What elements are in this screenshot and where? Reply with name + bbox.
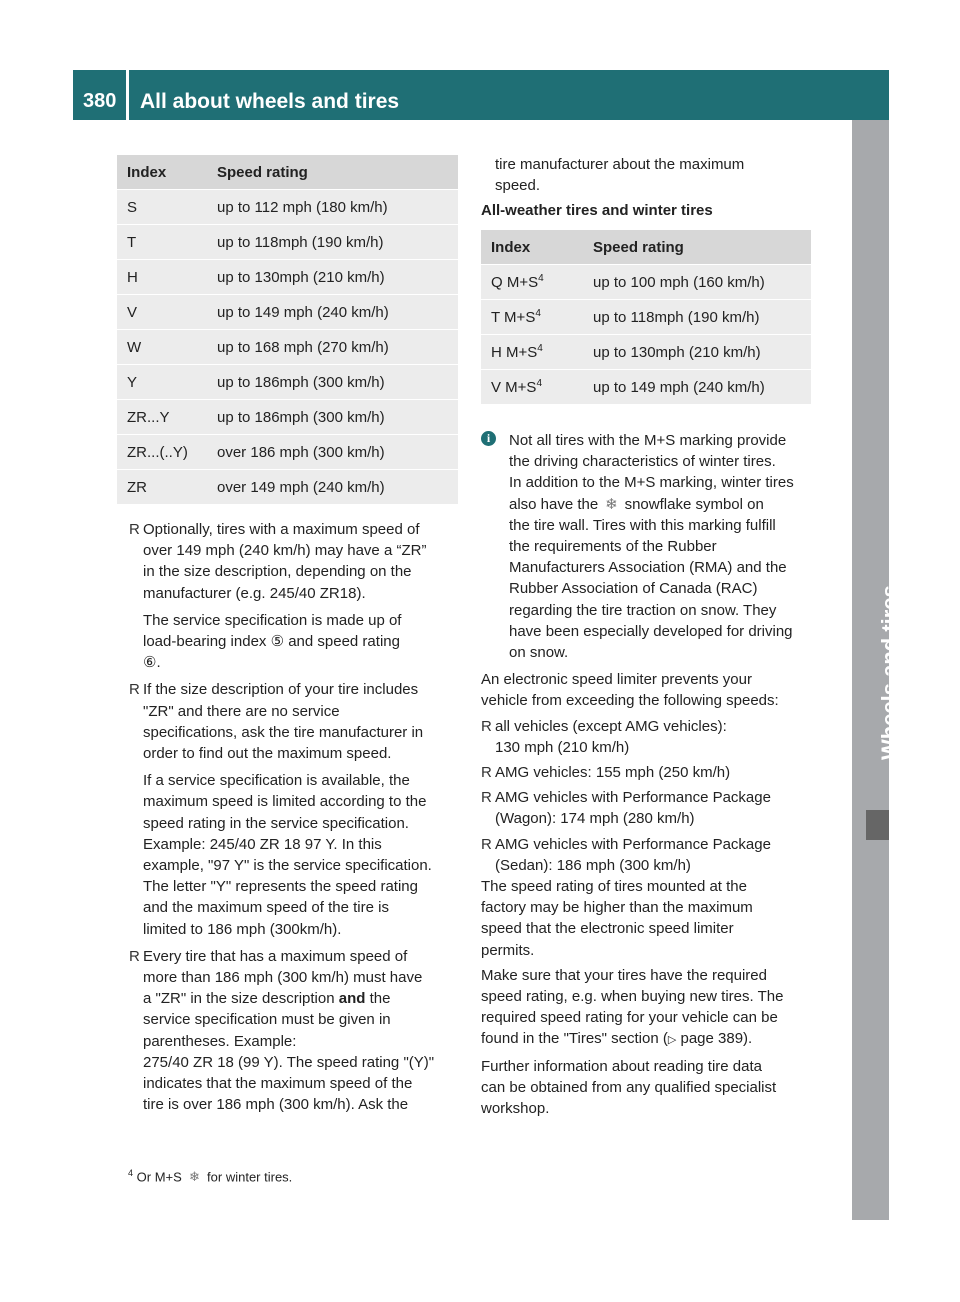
snowflake-mountain-icon: ❄	[188, 1169, 200, 1185]
text-line: maximum speed is limited according to the	[143, 793, 427, 811]
text-line: The letter "Y" represents the speed rating	[143, 878, 418, 896]
text-line: the requirements of the Rubber	[509, 538, 717, 556]
text-line: service specification must be given in	[143, 1011, 391, 1029]
text-line: in the size description, depending on the	[143, 563, 412, 581]
text-line: required speed rating for your vehicle can be	[481, 1009, 778, 1027]
text-line: (Sedan): 186 mph (300 km/h)	[495, 856, 691, 874]
bullet-item	[129, 519, 469, 673]
text-line: In addition to the M+S marking, winter tires	[509, 474, 794, 492]
section-heading: All-weather tires and winter tires	[481, 202, 713, 220]
footnote	[128, 1168, 292, 1185]
right-column-lower	[481, 430, 821, 1119]
index-cell: V	[117, 295, 207, 330]
text-line: Example: 245/40 ZR 18 97 Y. In this	[143, 835, 382, 853]
text-line: specifications, ask the tire manufacturer in	[143, 723, 424, 741]
rating-cell: up to 149 mph (240 km/h)	[207, 295, 458, 330]
text-line: order to find out the maximum speed.	[143, 745, 392, 763]
bullet-item	[481, 762, 821, 783]
text-line: The speed rating of tires mounted at the	[481, 878, 747, 896]
page-reference-icon[interactable]: ▷	[667, 1034, 677, 1047]
index-cell: T	[117, 225, 207, 260]
column-header: Speed rating	[583, 230, 811, 265]
snowflake-mountain-icon: ❄	[605, 495, 618, 513]
text-line: speed.	[495, 177, 541, 195]
bullet-icon: R	[481, 717, 492, 735]
index-cell: Q $M+S^4$	[481, 265, 583, 300]
column-header: Index	[117, 155, 207, 190]
text-line: factory may be higher than the maximum	[481, 899, 753, 917]
table-row	[117, 190, 458, 225]
table-row	[117, 470, 458, 505]
table-row	[117, 435, 458, 470]
text-span: snowflake symbol on	[624, 495, 764, 513]
index-cell: S	[117, 190, 207, 225]
text-line: Optionally, tires with a maximum speed of	[143, 521, 420, 538]
bold-text: and	[338, 990, 366, 1008]
text-line: workshop.	[481, 1100, 550, 1118]
text-line: Manufacturers Association (RMA) and the	[509, 559, 787, 577]
info-icon: i	[481, 431, 496, 446]
left-column-text	[129, 519, 469, 1115]
index-cell: H	[117, 260, 207, 295]
text-line: ⑥.	[143, 654, 161, 672]
text-line: indicates that the maximum speed of the	[143, 1075, 413, 1093]
text-line	[143, 988, 469, 1009]
text-span: a "ZR" in the size description	[143, 990, 339, 1008]
right-column-top	[481, 154, 821, 222]
bullet-icon: R	[481, 789, 492, 807]
rating-cell: up to 168 mph (270 km/h)	[207, 330, 458, 365]
text-line	[481, 1028, 821, 1051]
text-line: (Wagon): 174 mph (280 km/h)	[495, 810, 695, 828]
bullet-item	[481, 787, 821, 829]
rating-cell: over 149 mph (240 km/h)	[207, 470, 458, 505]
rating-cell: up to 130mph (210 km/h)	[207, 260, 458, 295]
page-reference-link[interactable]: page 389).	[676, 1030, 753, 1048]
page-title: All about wheels and tires	[140, 90, 400, 113]
text-line: "ZR" and there are no service	[143, 702, 340, 720]
text-line: over 149 mph (240 km/h) may have a “ZR”	[143, 542, 427, 560]
text-line: AMG vehicles with Performance Package	[495, 835, 771, 853]
table-row	[481, 265, 811, 300]
side-tab-label: Wheels and tires	[877, 585, 902, 760]
bullet-icon: R	[481, 764, 492, 782]
rating-cell: up to 112 mph (180 km/h)	[207, 190, 458, 225]
text-line: AMG vehicles: 155 mph (250 km/h)	[495, 764, 731, 782]
footnote-text: for winter tires.	[207, 1169, 293, 1185]
text-line	[509, 494, 821, 515]
text-line: If the size description of your tire includes	[143, 681, 419, 699]
text-span: found in the "Tires" section (	[481, 1030, 668, 1048]
table-row	[117, 400, 458, 435]
text-line: vehicle from exceeding the following speeds:	[481, 692, 779, 710]
index-cell: W	[117, 330, 207, 365]
footnote-text: Or M+S	[136, 1169, 182, 1185]
text-line: speed rating in the service specification.	[143, 814, 409, 832]
text-line: all vehicles (except AMG vehicles):	[495, 717, 727, 735]
text-line: If a service specification is available, the	[143, 772, 410, 790]
bullet-item	[129, 679, 469, 939]
text-line: tire is over 186 mph (300 km/h). Ask the	[143, 1096, 409, 1114]
rating-cell: up to 100 mph (160 km/h)	[583, 265, 811, 300]
text-line: load-bearing index ⑤ and speed rating	[143, 633, 400, 651]
text-line: have been especially developed for driving	[509, 622, 793, 640]
rating-cell: over 186 mph (300 km/h)	[207, 435, 458, 470]
text-line: the tire wall. Tires with this marking fulfill	[509, 516, 776, 534]
header-divider	[126, 70, 129, 120]
bullet-item	[129, 946, 469, 1116]
text-line: 275/40 ZR 18 (99 Y). The speed rating "(Y)"	[143, 1053, 435, 1071]
text-line: regarding the tire traction on snow. They	[509, 601, 777, 619]
bullet-item	[481, 834, 821, 876]
table-row	[117, 365, 458, 400]
column-header: Index	[481, 230, 583, 265]
rating-cell: up to 186mph (300 km/h)	[207, 400, 458, 435]
text-span: the	[365, 990, 391, 1008]
text-line: Rubber Association of Canada (RAC)	[509, 580, 758, 598]
bullet-icon: R	[129, 521, 140, 538]
winter-tires-table	[481, 230, 811, 404]
column-header: Speed rating	[207, 155, 458, 190]
text-line: Further information about reading tire data	[481, 1057, 762, 1075]
text-line: tire manufacturer about the maximum	[495, 156, 745, 173]
table-row	[481, 335, 811, 370]
bullet-icon: R	[129, 681, 140, 699]
text-line: Make sure that your tires have the required	[481, 966, 767, 984]
table-row	[117, 295, 458, 330]
table-row	[117, 225, 458, 260]
rating-cell: up to 118mph (190 km/h)	[583, 300, 811, 335]
bullet-icon: R	[481, 835, 492, 853]
text-line: more than 186 mph (300 km/h) must have	[143, 969, 423, 987]
text-line: AMG vehicles with Performance Package	[495, 789, 771, 807]
text-line: on snow.	[509, 644, 569, 662]
bullet-item	[481, 716, 821, 758]
index-cell: ZR...Y	[117, 400, 207, 435]
text-line: and the maximum speed of the tire is	[143, 899, 389, 917]
text-line: An electronic speed limiter prevents your	[481, 671, 752, 689]
table-row	[481, 370, 811, 405]
text-line: the driving characteristics of winter tires.	[509, 453, 776, 471]
text-line: 130 mph (210 km/h)	[495, 738, 630, 756]
text-line: example, "97 Y" is the service specification.	[143, 857, 432, 875]
rating-cell: up to 149 mph (240 km/h)	[583, 370, 811, 405]
text-span: also have the	[509, 495, 599, 513]
text-line: The service specification is made up of	[143, 611, 402, 629]
text-line: manufacturer (e.g. 245/40 ZR18).	[143, 584, 366, 602]
table-row	[117, 330, 458, 365]
text-line: Not all tires with the M+S marking provide	[509, 432, 787, 449]
index-cell: V $M+S^4$	[481, 370, 583, 405]
text-line: speed rating, e.g. when buying new tires. The	[481, 988, 784, 1006]
index-cell: Y	[117, 365, 207, 400]
text-line: Every tire that has a maximum speed of	[143, 947, 408, 965]
index-cell: T $M+S^4$	[481, 300, 583, 335]
text-line: limited to 186 mph (300km/h).	[143, 920, 342, 938]
index-cell: ZR	[117, 470, 207, 505]
footnote-number: 4	[128, 1168, 134, 1178]
speed-rating-table	[117, 155, 458, 504]
page-number: 380	[83, 90, 117, 112]
index-cell: ZR...(..Y)	[117, 435, 207, 470]
rating-cell: up to 130mph (210 km/h)	[583, 335, 811, 370]
table-row	[117, 260, 458, 295]
table-row	[481, 300, 811, 335]
index-cell: H $M+S^4$	[481, 335, 583, 370]
text-line: speed that the electronic speed limiter	[481, 920, 734, 938]
bullet-icon: R	[129, 947, 140, 965]
text-line: parentheses. Example:	[143, 1032, 297, 1050]
side-tab-marker	[866, 810, 889, 840]
text-line: can be obtained from any qualified specialist	[481, 1078, 777, 1096]
text-line: permits.	[481, 941, 535, 959]
rating-cell: up to 118mph (190 km/h)	[207, 225, 458, 260]
rating-cell: up to 186mph (300 km/h)	[207, 365, 458, 400]
info-note	[481, 430, 821, 663]
